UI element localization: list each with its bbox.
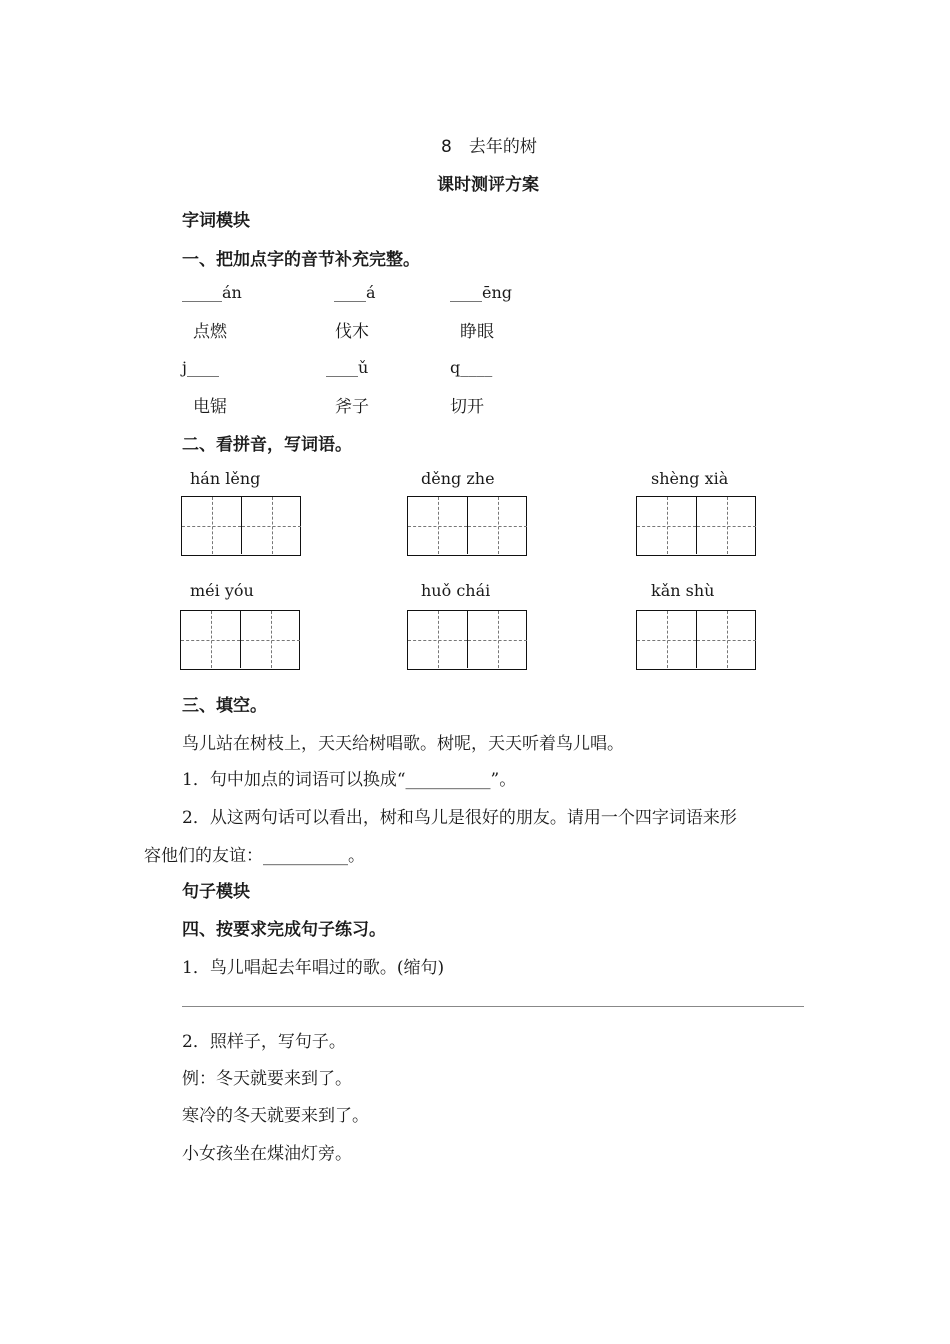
q4-task: 小女孩坐在煤油灯旁。 <box>182 1144 352 1164</box>
q1-heading: 一、把加点字的音节补充完整。 <box>182 250 420 270</box>
q3-heading: 三、填空。 <box>182 696 267 716</box>
q2-pinyin-5: huǒ chái <box>421 581 491 600</box>
q4-example: 例：冬天就要来到了。 <box>182 1069 352 1089</box>
module-heading-sentences: 句子模块 <box>182 882 250 902</box>
q4-item-2: 2．照样子，写句子。 <box>182 1032 346 1052</box>
q2-pinyin-3: shèng xià <box>651 469 729 488</box>
writing-grid-2[interactable] <box>407 496 527 556</box>
page-subtitle: 课时测评方案 <box>437 175 539 195</box>
q1-pinyin-1: _____án <box>182 283 242 302</box>
q1-word-6: 切开 <box>450 397 484 417</box>
writing-grid-5[interactable] <box>407 610 527 670</box>
q2-pinyin-2: děng zhe <box>421 469 495 488</box>
q1-pinyin-4: j____ <box>182 358 219 377</box>
q1-word-2: 伐木 <box>335 322 369 342</box>
q2-pinyin-4: méi yóu <box>190 581 254 600</box>
q1-word-3: 睁眼 <box>460 322 494 342</box>
q1-pinyin-2: ____á <box>334 283 376 302</box>
q4-heading: 四、按要求完成句子练习。 <box>182 920 386 940</box>
writing-grid-3[interactable] <box>636 496 756 556</box>
module-heading-words: 字词模块 <box>182 211 250 231</box>
q2-pinyin-6: kǎn shù <box>651 581 715 600</box>
q3-item-2-line-1: 2．从这两句话可以看出，树和鸟儿是很好的朋友。请用一个四字词语来形 <box>182 808 737 828</box>
lesson-title: 8 去年的树 <box>441 137 537 157</box>
q3-item-1[interactable]: 1．句中加点的词语可以换成“__________”。 <box>182 770 517 790</box>
q1-pinyin-6: q____ <box>450 358 493 377</box>
q1-word-5: 斧子 <box>335 397 369 417</box>
writing-grid-4[interactable] <box>180 610 300 670</box>
q1-pinyin-5: ____ǔ <box>326 358 369 377</box>
writing-grid-1[interactable] <box>181 496 301 556</box>
q4-item-1: 1．鸟儿唱起去年唱过的歌。(缩句) <box>182 958 445 978</box>
q3-item-2-line-2[interactable]: 容他们的友谊：__________。 <box>144 846 365 866</box>
q2-heading: 二、看拼音，写词语。 <box>182 435 352 455</box>
q3-passage: 鸟儿站在树枝上，天天给树唱歌。树呢，天天听着鸟儿唱。 <box>182 734 624 754</box>
q2-pinyin-1: hán lěng <box>190 469 261 488</box>
q1-word-1: 点燃 <box>193 322 227 342</box>
q1-word-4: 电锯 <box>193 397 227 417</box>
q1-pinyin-3: ____ēng <box>450 283 513 302</box>
q4-example-answer: 寒冷的冬天就要来到了。 <box>182 1106 369 1126</box>
answer-line[interactable] <box>182 1006 804 1007</box>
writing-grid-6[interactable] <box>636 610 756 670</box>
